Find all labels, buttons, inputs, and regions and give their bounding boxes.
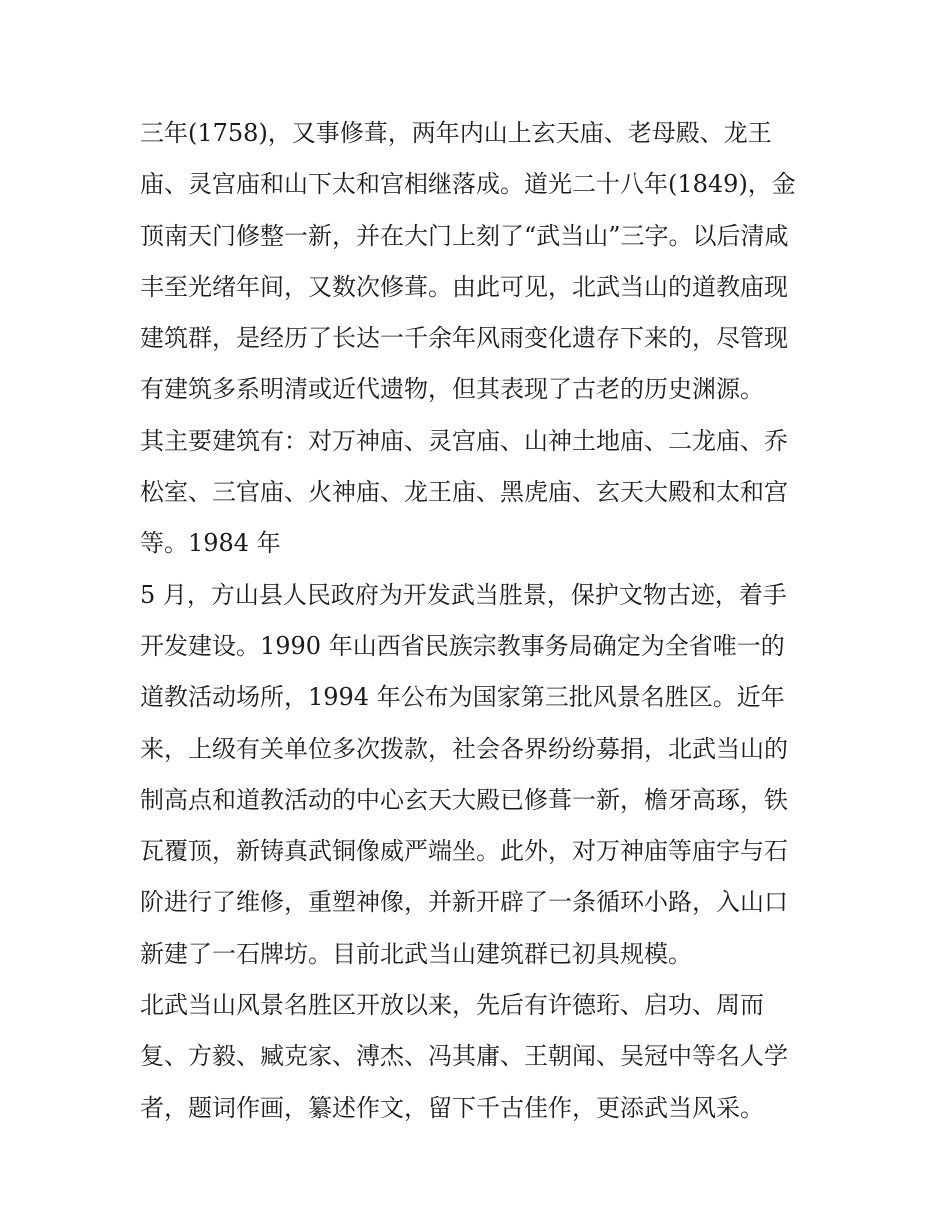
text-line: 三年(1758)，又事修葺，两年内山上玄天庙、老母殿、龙王: [140, 119, 772, 147]
text-line: 复、方毅、臧克家、溥杰、冯其庸、王朝闻、吴冠中等名人学: [140, 1042, 788, 1071]
text-line: 阶进行了维修，重塑神像，并新开辟了一条循环小路，入山口: [140, 888, 788, 917]
body-text: [140, 108, 820, 1134]
text-line: 有建筑多系明清或近代遗物，但其表现了古老的历史渊源。: [140, 375, 764, 404]
text-line: 5 月，方山县人民政府为开发武当胜景，保护文物古迹，着手: [140, 580, 787, 609]
text-line: 松室、三官庙、火神庙、龙王庙、黑虎庙、玄天大殿和太和宫: [140, 478, 788, 507]
text-line: 来，上级有关单位多次拨款，社会各界纷纷募捐，北武当山的: [140, 734, 788, 763]
text-line: 北武当山风景名胜区开放以来，先后有许德珩、启功、周而: [140, 991, 764, 1020]
text-line: 其主要建筑有：对万神庙、灵宫庙、山神土地庙、二龙庙、乔: [140, 426, 788, 455]
text-line: 庙、灵宫庙和山下太和宫相继落成。道光二十八年(1849)，金: [140, 170, 796, 199]
text-line: 新建了一石牌坊。目前北武当山建筑群已初具规模。: [140, 939, 692, 968]
text-line: 顶南天门修整一新，并在大门上刻了“武当山”三字。以后清咸: [140, 221, 789, 250]
text-line: 者，题词作画，纂述作文，留下千古佳作，更添武当风采。: [140, 1093, 764, 1122]
text-line: 道教活动场所，1994 年公布为国家第三批风景名胜区。近年: [140, 683, 785, 712]
text-line: 建筑群，是经历了长达一千余年风雨变化遗存下来的，尽管现: [140, 324, 788, 353]
text-line: 等。1984 年: [140, 529, 281, 558]
text-line: 开发建设。1990 年山西省民族宗教事务局确定为全省唯一的: [140, 631, 785, 660]
text-line: 瓦覆顶，新铸真武铜像威严端坐。此外，对万神庙等庙宇与石: [140, 837, 788, 866]
text-line: 丰至光绪年间，又数次修葺。由此可见，北武当山的道教庙现: [140, 272, 788, 301]
text-line: 制高点和道教活动的中心玄天大殿已修葺一新，檐牙高琢，铁: [140, 785, 788, 814]
